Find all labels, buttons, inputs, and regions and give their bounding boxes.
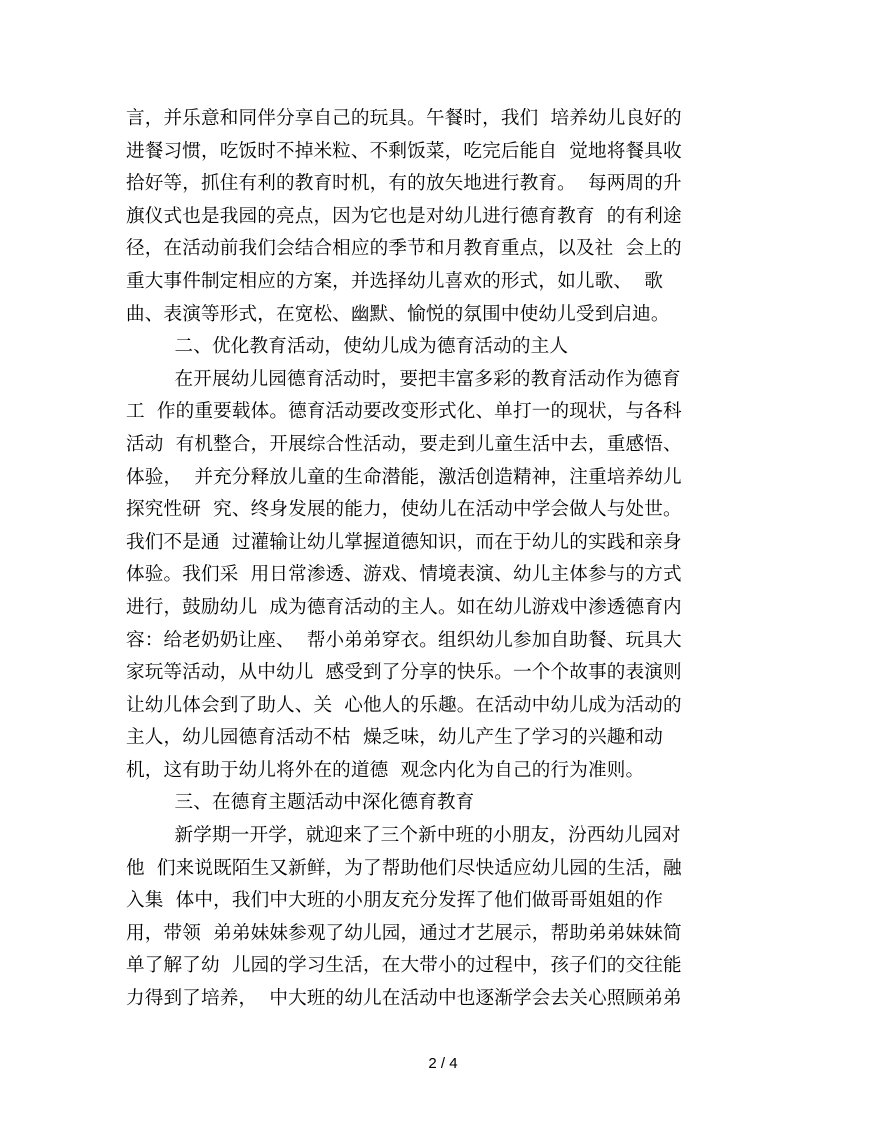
text-line: 体验， 并充分释放儿童的生命潜能，激活创造精神，注重培养幼儿	[126, 466, 682, 488]
text-line: 旗仪式也是我园的亮点，因为它也是对幼儿进行德育教育 的有利途	[126, 205, 682, 227]
text-line: 容：给老奶奶让座、 帮小弟弟穿衣。组织幼儿参加自助餐、玩具大	[126, 629, 682, 651]
text-line: 进餐习惯，吃饭时不掉米粒、不剩饭菜，吃完后能自 觉地将餐具收	[126, 140, 682, 162]
text-line: 曲、表演等形式，在宽松、幽默、愉悦的氛围中使幼儿受到启迪。	[126, 303, 670, 325]
text-line: 工 作的重要载体。德育活动要改变形式化、单打一的现状，与各科	[126, 401, 682, 423]
text-line: 径，在活动前我们会结合相应的季节和月教育重点，以及社 会上的	[126, 238, 682, 260]
page-number: 2 / 4	[428, 1055, 458, 1072]
text-line: 活动 有机整合，开展综合性活动，要走到儿童生活中去，重感悟、	[126, 433, 682, 455]
text-line: 拾好等，抓住有利的教育时机，有的放矢地进行教育。 每两周的升	[126, 173, 682, 195]
text-line: 言，并乐意和同伴分享自己的玩具。午餐时，我们 培养幼儿良好的	[126, 108, 682, 129]
text-line: 探究性研 究、终身发展的能力，使幼儿在活动中学会做人与处世。	[126, 499, 682, 521]
text-line: 用，带领 弟弟妹妹参观了幼儿园，通过才艺展示，帮助弟弟妹妹简	[126, 922, 682, 944]
section-heading: 三、在德育主题活动中深化德育教育	[126, 792, 475, 814]
text-line: 体验。我们采 用日常渗透、游戏、情境表演、幼儿主体参与的方式	[126, 564, 682, 586]
text-line: 在开展幼儿园德育活动时，要把丰富多彩的教育活动作为德育	[126, 368, 681, 390]
text-line: 主人，幼儿园德育活动不枯 燥乏味，幼儿产生了学习的兴趣和动	[126, 727, 663, 749]
document-body	[126, 103, 726, 1016]
text-line: 我们不是通 过灌输让幼儿掌握道德知识，而在于幼儿的实践和亲身	[126, 531, 682, 553]
text-line: 他 们来说既陌生又新鲜，为了帮助他们尽快适应幼儿园的生活，融	[126, 857, 682, 879]
text-line: 重大事件制定相应的方案，并选择幼儿喜欢的形式，如儿歌、 歌	[126, 270, 663, 292]
text-line: 新学期一开学，就迎来了三个新中班的小朋友，汾西幼儿园对	[126, 825, 681, 847]
text-line: 力得到了培养， 中大班的幼儿在活动中也逐渐学会去关心照顾弟弟	[126, 988, 682, 1010]
text-line: 让幼儿体会到了助人、关 心他人的乐趣。在活动中幼儿成为活动的	[126, 694, 682, 716]
text-line: 进行，鼓励幼儿 成为德育活动的主人。如在幼儿游戏中渗透德育内	[126, 596, 682, 618]
text-line: 机，这有助于幼儿将外在的道德 观念内化为自己的行为准则。	[126, 759, 645, 781]
text-line: 家玩等活动，从中幼儿 感受到了分享的快乐。一个个故事的表演则	[126, 662, 682, 684]
text-line: 单了解了幼 儿园的学习生活，在大带小的过程中，孩子们的交往能	[126, 955, 682, 977]
section-heading: 二、优化教育活动，使幼儿成为德育活动的主人	[126, 336, 569, 358]
text-line: 入集 体中，我们中大班的小朋友充分发挥了他们做哥哥姐姐的作	[126, 890, 663, 912]
